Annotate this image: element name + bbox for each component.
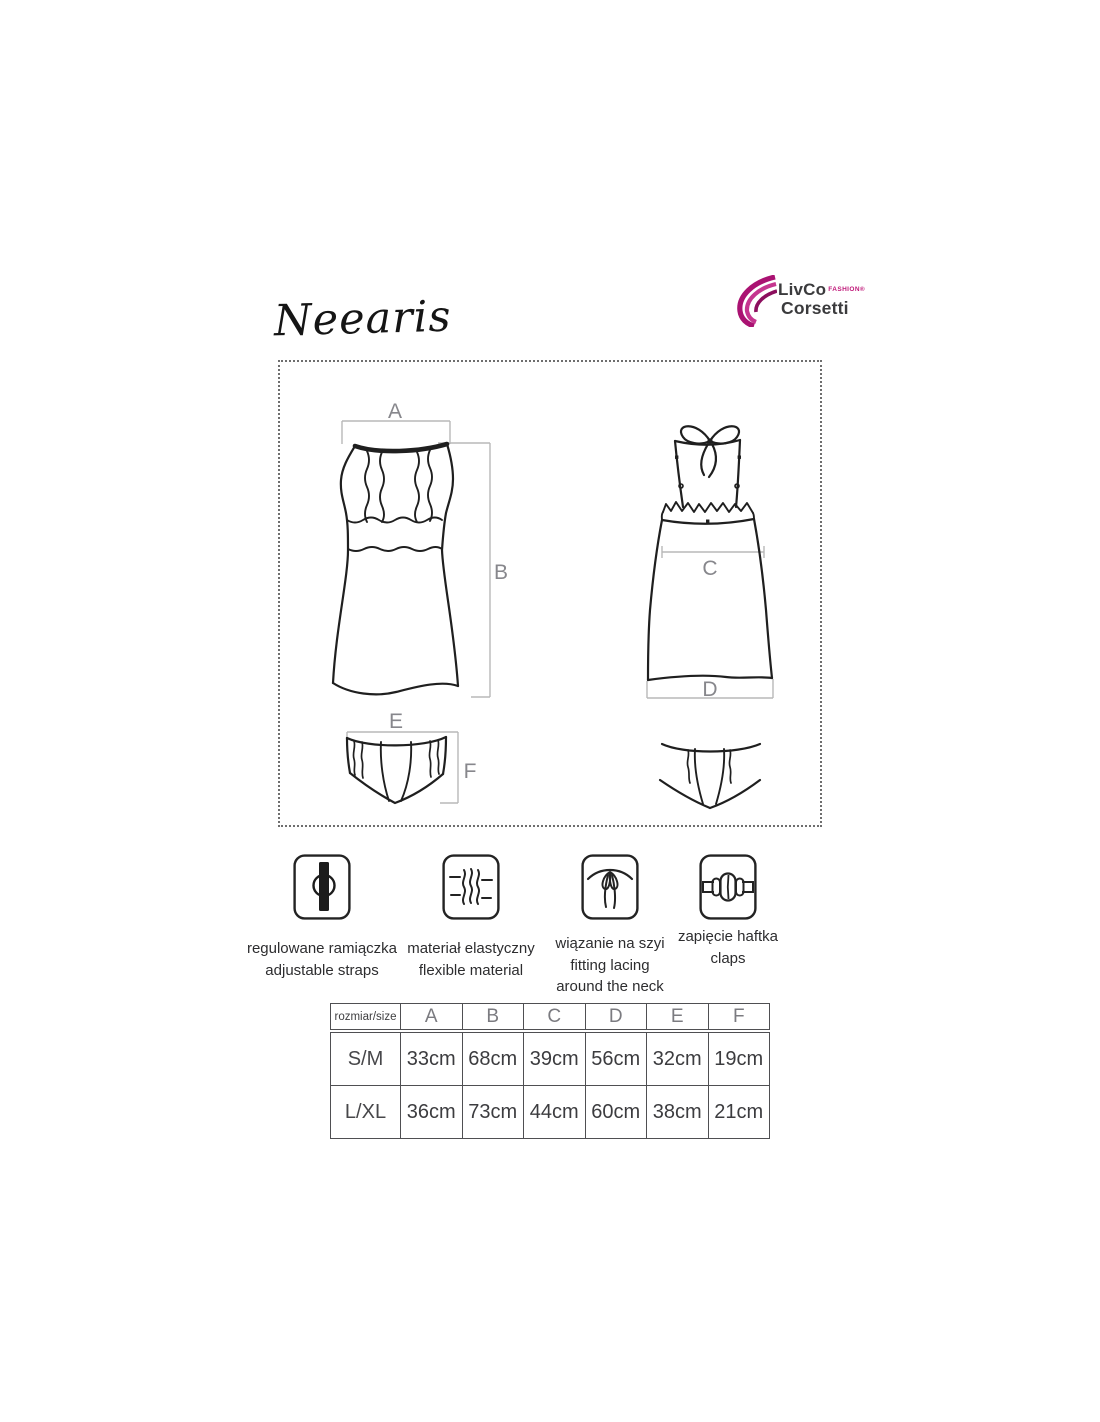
size-table-body <box>330 1032 770 1139</box>
caption-line: fitting lacing <box>570 956 650 974</box>
cell-value: 44cm <box>523 1086 585 1138</box>
header-cell-a: A <box>400 1004 462 1029</box>
label-f: F <box>463 760 477 783</box>
caption-line: around the neck <box>556 978 664 995</box>
caption-line: zapięcie haftka <box>677 928 779 945</box>
header-cell-size: rozmiar/size <box>334 1010 397 1023</box>
brand-name: LivCo <box>778 280 827 299</box>
table-row <box>331 1033 769 1085</box>
caption-line: adjustable straps <box>265 961 379 979</box>
caption-line: claps <box>710 949 746 967</box>
diagram-panel <box>278 360 822 827</box>
back-brief-drawing <box>660 744 760 808</box>
caption-line: flexible material <box>418 961 524 979</box>
header-cell-f: F <box>708 1004 770 1029</box>
cell-value: 19cm <box>708 1033 770 1085</box>
brand-ribbon-icon <box>733 275 777 327</box>
cell-value: 21cm <box>708 1086 770 1138</box>
cell-value: 73cm <box>462 1086 524 1138</box>
cell-value: 38cm <box>646 1086 708 1138</box>
measurement-labels <box>388 400 718 783</box>
header-cell-b: B <box>462 1004 524 1029</box>
feature-caption-clasp <box>618 926 838 969</box>
caption-line: wiązanie na szyi <box>555 935 665 952</box>
header-cell-d: D <box>585 1004 647 1029</box>
size-table-header <box>330 1003 770 1030</box>
adjustable-straps-icon <box>293 854 351 920</box>
product-title: Neearis <box>273 291 453 347</box>
cell-value: 39cm <box>523 1033 585 1085</box>
label-d: D <box>702 678 718 701</box>
row-size-label: L/XL <box>344 1100 387 1123</box>
back-chemise-drawing <box>648 426 772 680</box>
front-chemise-drawing <box>333 444 458 694</box>
label-e: E <box>388 710 404 733</box>
row-size-label: S/M <box>347 1047 384 1070</box>
header-cell-c: C <box>523 1004 585 1029</box>
cell-value: 56cm <box>585 1033 647 1085</box>
clasp-icon <box>699 854 757 920</box>
front-brief-drawing <box>347 737 446 803</box>
cell-value: 68cm <box>462 1033 524 1085</box>
table-row <box>331 1085 769 1138</box>
brand-fashion-label: FASHION® <box>828 286 866 293</box>
brand-wordmark <box>778 281 865 318</box>
garment-diagram <box>278 360 821 827</box>
brand-name-sub: Corsetti <box>781 298 849 318</box>
cell-value: 60cm <box>585 1086 647 1138</box>
caption-line: regulowane ramiączka <box>246 940 398 957</box>
header-cell-e: E <box>646 1004 708 1029</box>
cell-value: 33cm <box>400 1033 462 1085</box>
flexible-material-icon <box>442 854 500 920</box>
cell-value: 36cm <box>400 1086 462 1138</box>
brand-logo <box>733 275 865 327</box>
label-c: C <box>702 557 718 580</box>
label-b: B <box>493 561 509 584</box>
label-a: A <box>387 400 403 423</box>
neck-lacing-icon <box>581 854 639 920</box>
caption-line: materiał elastyczny <box>407 940 535 957</box>
cell-value: 32cm <box>646 1033 708 1085</box>
